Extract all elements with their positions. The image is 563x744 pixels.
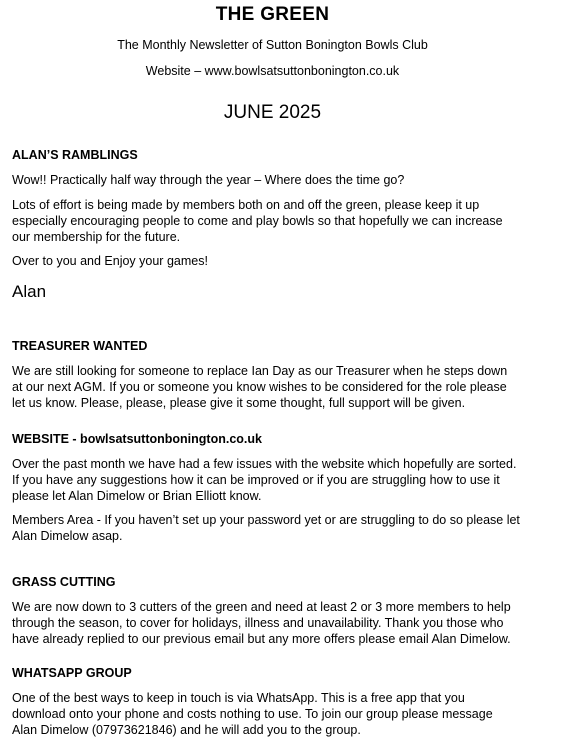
newsletter-subtitle: The Monthly Newsletter of Sutton Bonington Bowls Club	[117, 38, 428, 52]
whatsapp-paragraph	[12, 690, 542, 738]
paragraph-line: Alan Dimelow asap.	[12, 529, 123, 543]
paragraph-line: Over the past month we have had a few issues with the website which hopefully are sorted.	[12, 457, 517, 471]
website-heading: WEBSITE - bowlsatsuttonbonington.co.uk	[12, 432, 262, 446]
website-paragraph-1	[12, 456, 542, 504]
paragraph-line: If you have any suggestions how it can be improved or if you are struggling how to use it	[12, 473, 500, 487]
paragraph-line: We are still looking for someone to replace Ian Day as our Treasurer when he steps down	[12, 364, 508, 378]
ramblings-paragraph-1	[12, 172, 542, 188]
paragraph-line: have already replied to our previous email but any more offers please email Alan Dimelow.	[12, 632, 511, 646]
ramblings-paragraph-2	[12, 197, 542, 245]
paragraph-line: especially encouraging people to come and play bowls so that hopefully we can increase	[12, 214, 503, 228]
paragraph-line: at our next AGM. If you or someone you know wishes to be considered for the role please	[12, 380, 507, 394]
paragraph-line: One of the best ways to keep in touch is via WhatsApp. This is a free app that you	[12, 691, 465, 705]
newsletter-title: THE GREEN	[215, 4, 330, 25]
ramblings-heading: ALAN’S RAMBLINGS	[12, 148, 138, 162]
paragraph-line: let us know. Please, please, please give it some thought, full support will be given.	[12, 396, 466, 410]
paragraph-line: please let Alan Dimelow or Brian Elliott know.	[12, 489, 262, 503]
paragraph-line: We are now down to 3 cutters of the green and need at least 2 or 3 more members to help	[12, 600, 511, 614]
issue-date: JUNE 2025	[223, 102, 322, 123]
treasurer-heading: TREASURER WANTED	[12, 339, 148, 353]
paragraph-line: download onto your phone and costs nothing to use. To join our group please message	[12, 707, 493, 721]
paragraph-line: Wow!! Practically half way through the year – Where does the time go?	[12, 173, 405, 187]
paragraph-line: Over to you and Enjoy your games!	[12, 254, 208, 268]
website-paragraph-2	[12, 512, 542, 544]
whatsapp-heading: WHATSAPP GROUP	[12, 666, 132, 680]
paragraph-line: Lots of effort is being made by members both on and off the green, please keep it up	[12, 198, 480, 212]
paragraph-line: Members Area - If you haven’t set up your password yet or are struggling to do so please let	[12, 513, 520, 527]
paragraph-line: our membership for the future.	[12, 230, 181, 244]
ramblings-paragraph-3	[12, 253, 542, 269]
signoff-name: Alan	[12, 282, 47, 301]
grass-paragraph	[12, 599, 542, 647]
treasurer-paragraph	[12, 363, 542, 411]
grass-heading: GRASS CUTTING	[12, 575, 116, 589]
website-line: Website – www.bowlsatsuttonbonington.co.uk	[145, 64, 400, 78]
paragraph-line: through the season, to cover for holidays, illness and unavailability. Thank you those who	[12, 616, 504, 630]
paragraph-line: Alan Dimelow (07973621846) and he will add you to the group.	[12, 723, 361, 737]
